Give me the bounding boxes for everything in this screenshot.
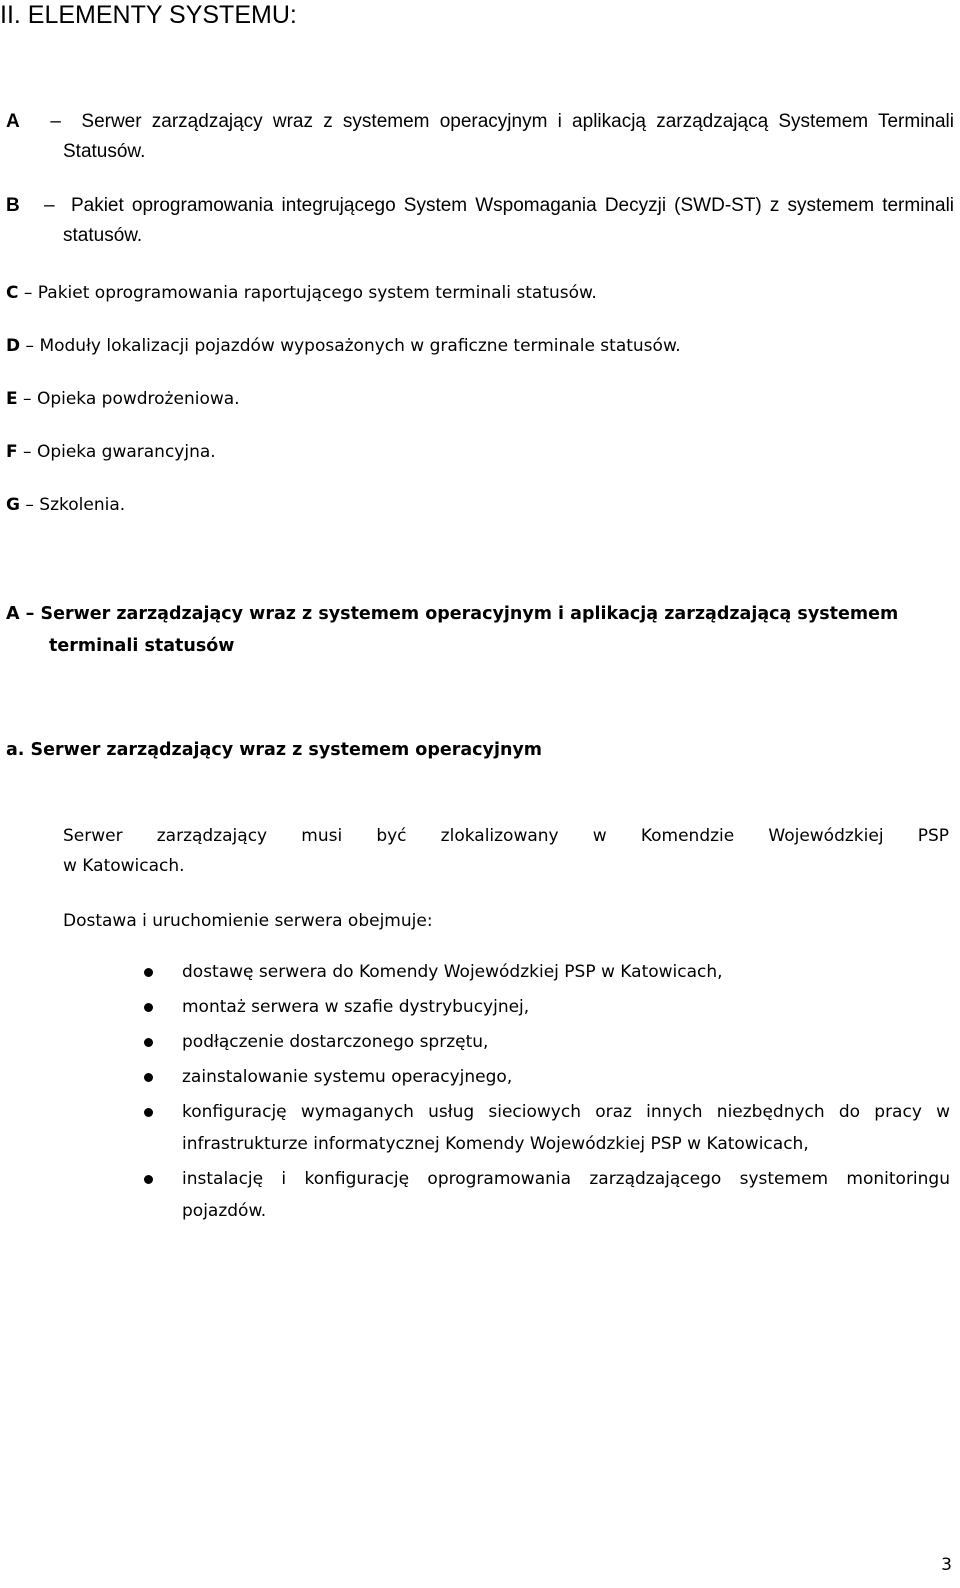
server-location-line-1: Serwer zarządzający musi być zlokalizowany w Komendzie Wojewódzkiej PSP — [63, 826, 949, 846]
element-text: Pakiet oprogramowania raportującego system terminali statusów. — [37, 283, 597, 303]
element-item-a — [6, 107, 954, 167]
delivery-intro-paragraph: Dostawa i uruchomienie serwera obejmuje: — [63, 911, 433, 931]
element-text: Opieka powdrożeniowa. — [36, 389, 240, 409]
list-item-text: podłączenie dostarczonego sprzętu, — [182, 1032, 489, 1052]
element-item-f — [6, 437, 954, 467]
element-item-g — [6, 490, 954, 520]
server-location-line-2: w Katowicach. — [63, 856, 185, 876]
server-location-paragraph — [63, 821, 949, 881]
element-text: Moduły lokalizacji pojazdów wyposażonych w graficzne terminale statusów. — [39, 336, 681, 356]
element-item-b — [6, 191, 954, 251]
section-heading-a: A – Serwer zarządzający wraz z systemem operacyjnym i aplikacją zarządzającą systemem terminali statusów — [6, 604, 899, 656]
bullet-icon — [144, 968, 153, 977]
element-dash: – — [23, 389, 32, 409]
bullet-icon — [144, 1003, 153, 1012]
element-item-d — [6, 331, 954, 361]
sub-heading-a: a. Serwer zarządzający wraz z systemem operacyjnym — [6, 740, 543, 760]
element-item-e — [6, 384, 954, 414]
element-text: Pakiet oprogramowania integrującego System Wspomagania Decyzji (SWD-ST) z systemem terminali statusów. — [63, 195, 955, 246]
element-letter: E — [6, 389, 18, 409]
bullet-icon — [144, 1175, 153, 1184]
element-text: Opieka gwarancyjna. — [36, 442, 216, 462]
list-item-text: montaż serwera w szafie dystrybucyjnej, — [182, 997, 530, 1017]
list-item-text: zainstalowanie systemu operacyjnego, — [182, 1067, 513, 1087]
list-item-text: konfigurację wymaganych usług sieciowych oraz innych niezbędnych do pracy w infrastrukturze informatycznej Komendy Wojewódzkiej PSP w Katowicach, — [182, 1102, 950, 1154]
element-letter: D — [6, 336, 21, 356]
list-item — [140, 956, 950, 988]
element-letter: A — [6, 111, 20, 132]
element-letter: C — [6, 283, 19, 303]
element-item-c — [6, 278, 954, 308]
element-dash: – — [23, 283, 33, 303]
bullet-icon — [144, 1108, 153, 1117]
element-letter: B — [6, 195, 20, 216]
list-item-text: dostawę serwera do Komendy Wojewódzkiej PSP w Katowicach, — [182, 962, 723, 982]
element-text: Serwer zarządzający wraz z systemem operacyjnym i aplikacją zarządzającą Systemem Terminali Statusów. — [63, 111, 954, 162]
list-item-text: instalację i konfigurację oprogramowania zarządzającego systemem monitoringu pojazdów. — [182, 1169, 950, 1221]
section-title: II. ELEMENTY SYSTEMU: — [0, 1, 297, 29]
element-dash: – — [44, 195, 55, 216]
element-letter: G — [6, 495, 20, 515]
bullet-icon — [144, 1073, 153, 1082]
element-dash: – — [25, 336, 35, 356]
element-dash: – — [23, 442, 32, 462]
element-letter: F — [6, 442, 18, 462]
element-dash: – — [25, 495, 34, 515]
page-number: 3 — [941, 1555, 952, 1575]
bullet-icon — [144, 1038, 153, 1047]
delivery-scope-list — [140, 956, 950, 1230]
list-item — [140, 1096, 950, 1160]
element-dash: – — [50, 111, 61, 132]
list-item — [140, 991, 950, 1023]
list-item — [140, 1061, 950, 1093]
element-text: Szkolenia. — [39, 495, 126, 515]
list-item — [140, 1026, 950, 1058]
list-item — [140, 1163, 950, 1227]
